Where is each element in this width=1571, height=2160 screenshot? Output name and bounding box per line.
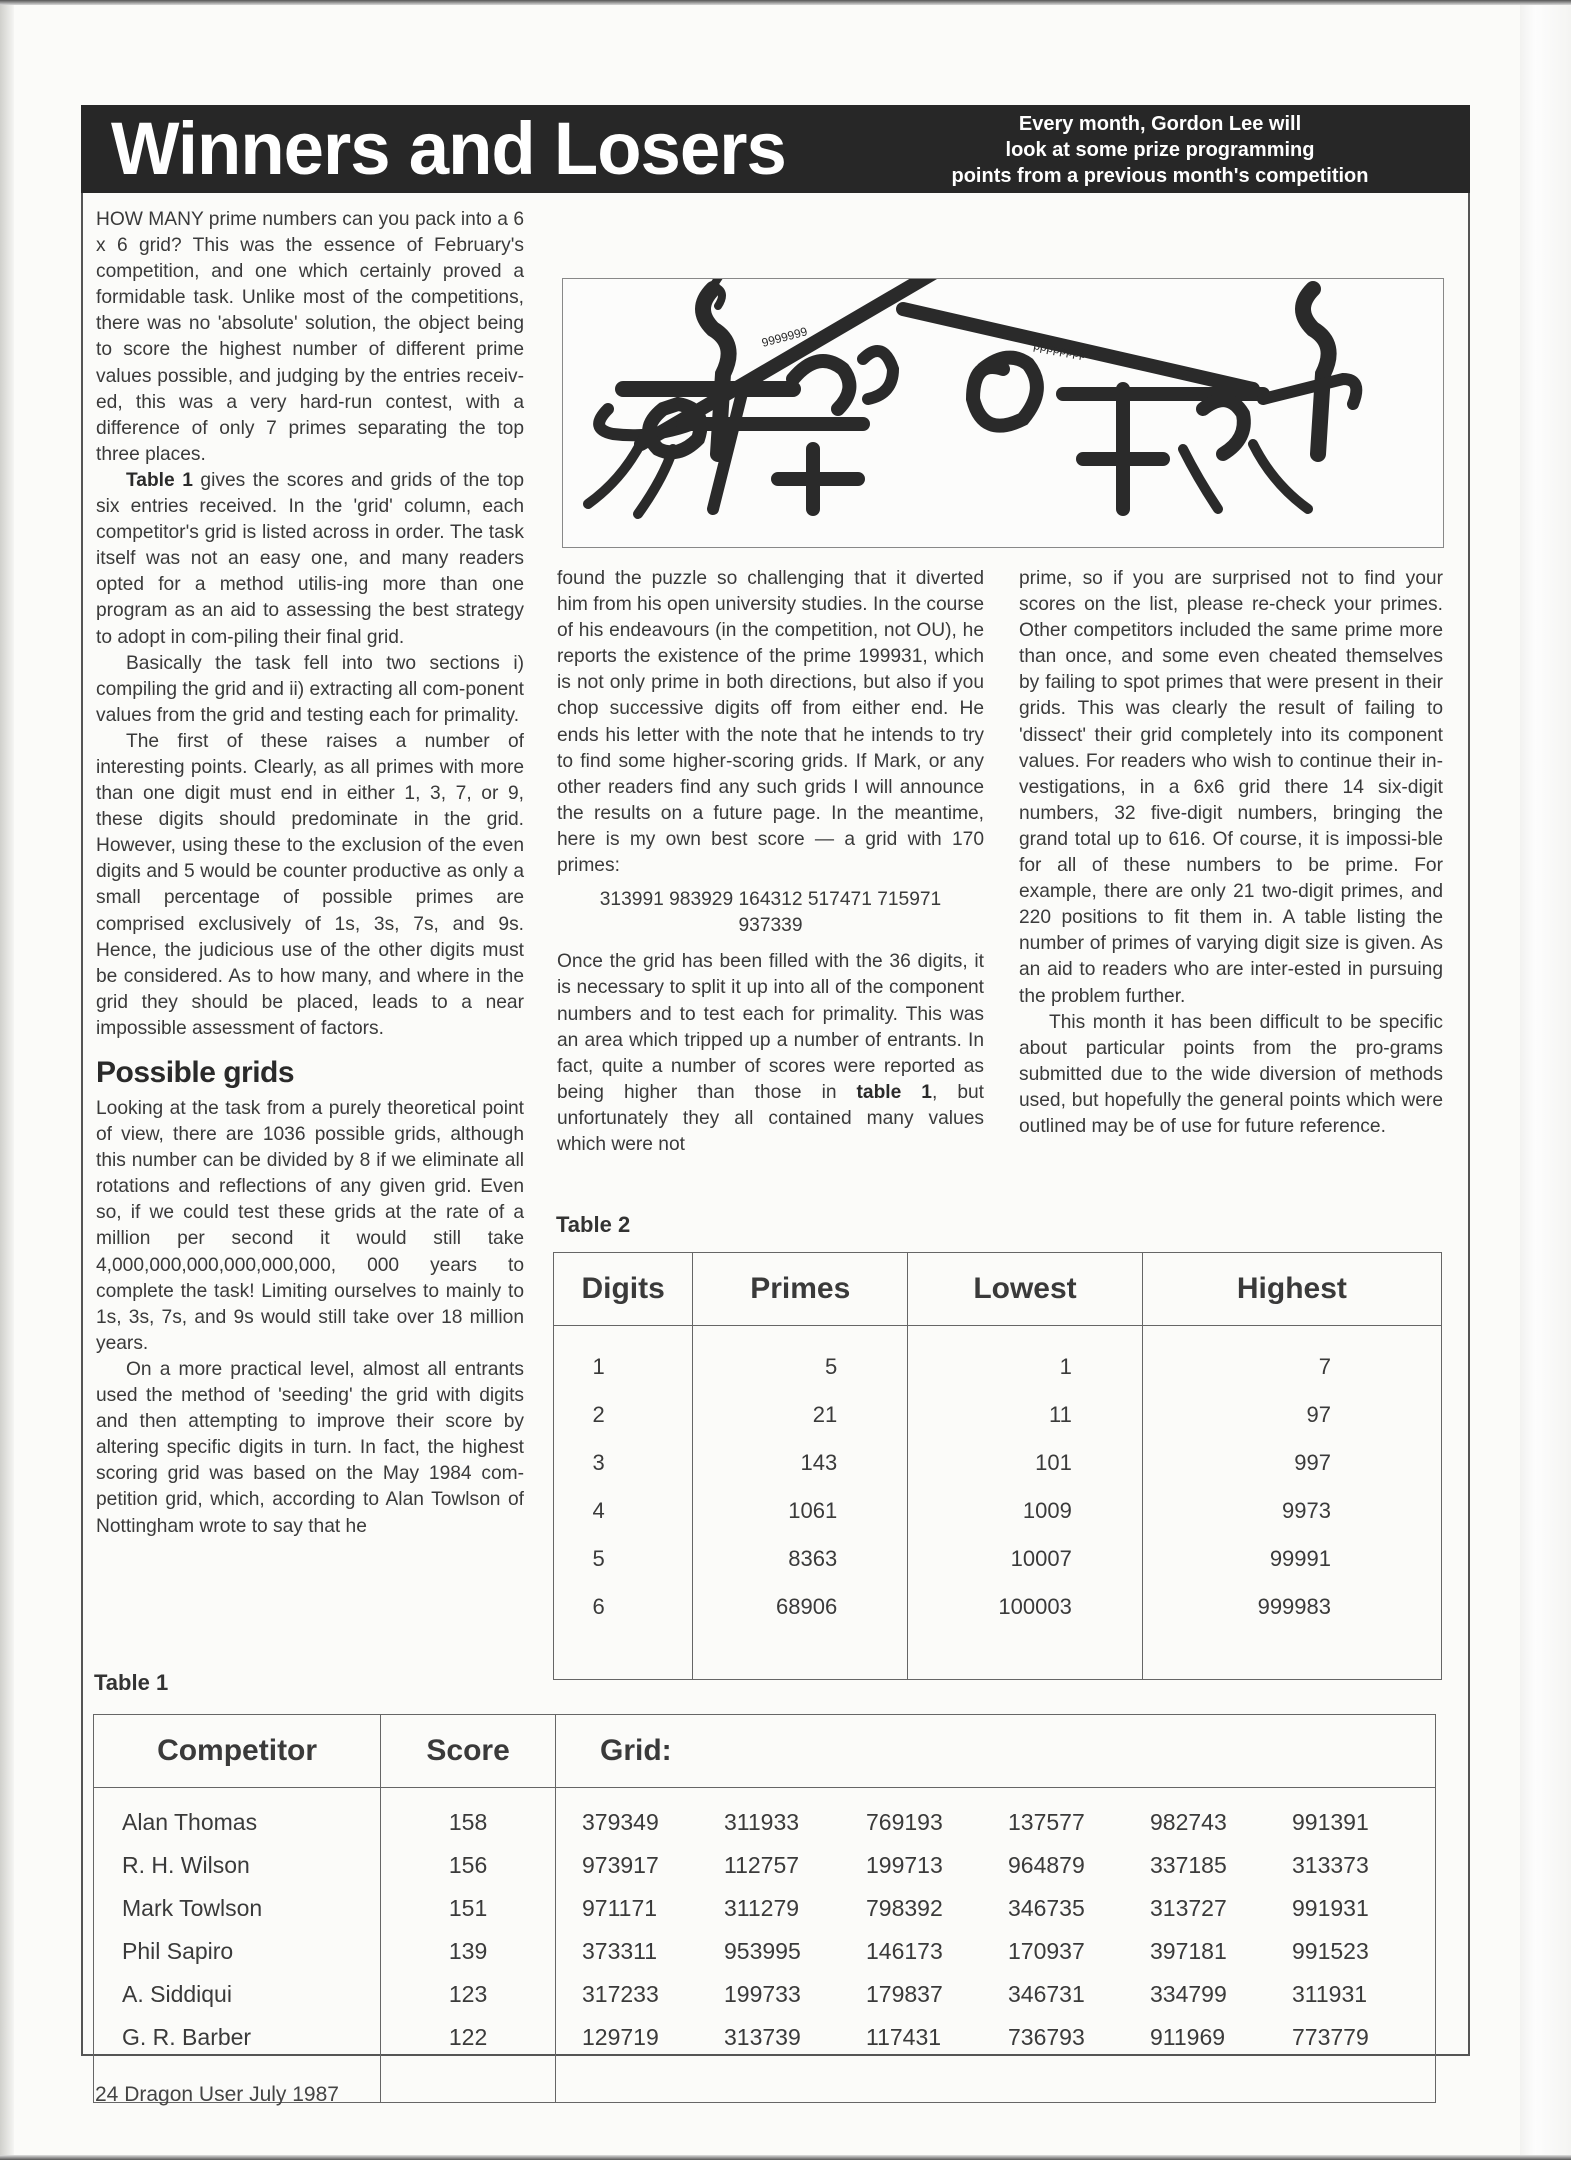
grid-row-value: 313373 — [1292, 1852, 1369, 1878]
paragraph: The first of these raises a number of interesting points. Clearly, as all primes with more than one digit must end in either 1, 3, 7, or 9, these digits should predominate in the grid. However, using these to the exclusion of the even digits and 5 would be counter productive as only a small percentage of possible primes are comprised exclusively of 1s, 3s, 7s, and 9s. Hence, the judicious use of the other digits must be considered. As to how many, and where in the grid they should be placed, leads to a near impossible assessment of factors. — [96, 730, 524, 1039]
lowest-cell: 11 — [908, 1391, 1143, 1439]
table-row — [554, 1391, 1442, 1439]
grid-row-value: 769193 — [866, 1809, 943, 1835]
competitor-name: Phil Sapiro — [94, 1930, 381, 1973]
grid-row-value: 146173 — [866, 1938, 943, 1964]
competitor-score: 158 — [381, 1788, 556, 1845]
highest-cell: 9973 — [1282, 1498, 1331, 1523]
lowest-cell: 1009 — [908, 1487, 1143, 1535]
grid-row-value: 112757 — [724, 1852, 800, 1878]
subtitle-line: look at some prize programming — [1005, 139, 1315, 161]
grid-row-value: 973917 — [582, 1852, 659, 1878]
table-2-prime-counts — [553, 1252, 1442, 1680]
grid-row-value: 311931 — [1292, 1981, 1368, 2007]
lowest-cell: 10007 — [908, 1535, 1143, 1583]
table-row — [94, 2016, 1436, 2059]
primes-cell: 68906 — [693, 1583, 908, 1631]
grid-row-value: 971171 — [582, 1895, 658, 1921]
best-grid-line: 937339 — [738, 915, 803, 937]
scan-top-edge — [0, 0, 1571, 5]
lowest-cell: 100003 — [908, 1583, 1143, 1631]
grid-row-value: 170937 — [1008, 1938, 1085, 1964]
grid-row-value: 397181 — [1150, 1938, 1227, 1964]
grid-row-value: 991931 — [1292, 1895, 1369, 1921]
grid-row-value: 773779 — [1292, 2024, 1369, 2050]
table-header-row — [554, 1253, 1442, 1326]
competitor-score: 151 — [381, 1887, 556, 1930]
grid-row-value: 179837 — [866, 1981, 943, 2007]
paragraph: found the puzzle so challenging that it diverted him from his open university studies. In the course of his endeavours (in the competition, not OU), he reports the existence of the prime 199931, which is not only prime in both directions, but also if you chop successive digits off from either end. He ends his letter with the note that he intends to try to find some higher-scoring grids. If Mark, or any other readers find any such grids I will announce the results on a future page. In the meantime, here is my own best score — a grid with 170 primes: — [557, 568, 984, 877]
grid-row-value: 334799 — [1150, 1981, 1227, 2007]
grid-row-value: 313739 — [724, 2024, 801, 2050]
table-row — [554, 1535, 1442, 1583]
grid-row-value: 199713 — [866, 1852, 943, 1878]
competitor-name: R. H. Wilson — [94, 1844, 381, 1887]
svg-text:9999999: 9999999 — [760, 324, 809, 350]
table-row — [554, 1326, 1442, 1392]
table-row — [94, 1887, 1436, 1930]
primes-cell: 21 — [693, 1391, 908, 1439]
primes-cell: 8363 — [693, 1535, 908, 1583]
header-subtitle — [920, 111, 1400, 189]
competitor-name: Mark Towlson — [94, 1887, 381, 1930]
grid-row-value: 991391 — [1292, 1809, 1369, 1835]
highest-cell: 997 — [1294, 1450, 1331, 1475]
table-row — [94, 1973, 1436, 2016]
table-header-row — [94, 1715, 1436, 1788]
grid-cell — [556, 1973, 1436, 2016]
grid-row-value: 736793 — [1008, 2024, 1085, 2050]
grid-row-value: 117431 — [866, 2024, 942, 2050]
column-header: Competitor — [94, 1715, 381, 1788]
primes-cell: 143 — [693, 1439, 908, 1487]
grid-row-value: 798392 — [866, 1895, 943, 1921]
grid-row-value: 982743 — [1150, 1809, 1227, 1835]
primes-cell: 5 — [693, 1326, 908, 1392]
digits-cell: 1 — [554, 1326, 693, 1392]
grid-cell — [556, 1930, 1436, 1973]
article-column-3 — [1019, 566, 1443, 1140]
paragraph: Basically the task fell into two sections i) compiling the grid and ii) extracting all com-ponent values from the grid and testing each for primality. — [96, 652, 524, 726]
column-header: Digits — [554, 1253, 693, 1326]
grid-row-value: 379349 — [582, 1809, 659, 1835]
digits-cell: 3 — [554, 1439, 693, 1487]
competitor-name: Alan Thomas — [94, 1788, 381, 1845]
competitor-score: 123 — [381, 1973, 556, 2016]
grid-row-value: 137577 — [1008, 1809, 1085, 1835]
table-reference: table 1 — [856, 1081, 932, 1103]
highest-cell: 99991 — [1269, 1546, 1331, 1571]
table-row — [94, 1844, 1436, 1887]
page-footer: 24 Dragon User July 1987 — [95, 2083, 339, 2106]
grid-row-value: 311933 — [724, 1809, 800, 1835]
digits-cell: 5 — [554, 1535, 693, 1583]
table-1-caption: Table 1 — [94, 1670, 169, 1695]
competitor-score: 122 — [381, 2016, 556, 2059]
digits-cell: 6 — [554, 1583, 693, 1631]
table-spacer-row — [554, 1631, 1442, 1680]
column-header: Grid: — [556, 1715, 1436, 1788]
grid-row-value: 317233 — [582, 1981, 659, 2007]
grid-row-value: 337185 — [1150, 1852, 1227, 1878]
primes-cell: 1061 — [693, 1487, 908, 1535]
paragraph: prime, so if you are surprised not to find your scores on the list, please re-check your primes. Other competitors included the same prime more than once, and some even cheated themselves by failing to spot primes that were present in their grids. This was clearly the result of failing to 'dissect' their grid completely into its component values. For readers who wish to continue their in-vestigations, in a 6x6 grid there 14 six-digit numbers, 32 five-digit numbers, bringing the grand total up to 616. Of course, it is impossi-ble for all of these numbers to be prime. For example, there are only 21 two-digit primes, and 220 positions to fit them in. A table listing the number of primes of varying digit size is given. As an aid to readers who are inter-ested in pursuing the problem further. — [1019, 568, 1443, 1007]
page-gutter — [1520, 0, 1571, 2160]
paragraph: Once the grid has been filled with the 36 digits, it is necessary to split it up into all of the component numbers and to test each for primality. This was an area which tripped up a number of entrants. In fact, quite a number of scores were reported as being higher than those in table 1, but unfortunately they all contained many values which were not — [557, 951, 984, 1155]
grid-row-value: 311279 — [724, 1895, 800, 1921]
competitor-score: 156 — [381, 1844, 556, 1887]
table-row — [554, 1439, 1442, 1487]
section-heading: Possible grids — [96, 1056, 295, 1089]
table-2-caption: Table 2 — [556, 1212, 631, 1237]
subtitle-line: points from a previous month's competition — [951, 165, 1369, 187]
highest-cell: 999983 — [1257, 1594, 1331, 1619]
highest-cell: 7 — [1318, 1354, 1331, 1379]
article-column-1 — [96, 207, 524, 1540]
best-grid-line: 313991 983929 164312 517471 715971 — [599, 889, 942, 911]
table-reference: Table 1 — [126, 469, 193, 491]
lowest-cell: 1 — [908, 1326, 1143, 1392]
column-header: Highest — [1142, 1253, 1441, 1326]
paragraph: Table 1 gives the scores and grids of the top six entries received. In the 'grid' column, each competitor's grid is listed across in order. The task itself was not an easy one, and many readers opted for a method utilis-ing more than one program as an aid to assessing the best strategy to adopt in com-piling their final grid. — [96, 469, 524, 648]
table-row — [554, 1583, 1442, 1631]
scan-bottom-edge — [0, 2155, 1571, 2160]
grid-row-value: 964879 — [1008, 1852, 1085, 1878]
grid-cell — [556, 1788, 1436, 1845]
grid-row-value: 129719 — [582, 2024, 659, 2050]
digits-cell: 4 — [554, 1487, 693, 1535]
grid-row-value: 199733 — [724, 1981, 801, 2007]
knights-icon — [563, 279, 1445, 549]
table-row — [554, 1487, 1442, 1535]
competitor-name: A. Siddiqui — [94, 1973, 381, 2016]
paragraph: This month it has been difficult to be specific about particular points from the pro-grams submitted due to the wide diversion of methods used, but hopefully the general points which were outlined may be of use for future reference. — [1019, 1011, 1443, 1137]
column-header: Lowest — [908, 1253, 1143, 1326]
table-1-competitor-scores — [93, 1714, 1436, 2103]
jousting-numerals-illustration — [562, 278, 1444, 548]
grid-cell — [556, 1844, 1436, 1887]
page-title: Winners and Losers — [111, 107, 786, 190]
grid-row-value: 911969 — [1150, 2024, 1226, 2050]
grid-cell — [556, 1887, 1436, 1930]
grid-row-value: 953995 — [724, 1938, 801, 1964]
paragraph: HOW MANY prime numbers can you pack into a 6 x 6 grid? This was the essence of February's competition, and one which certainly proved a formidable task. Unlike most of the competitions, there was no 'absolute' solution, the object being to score the highest number of different prime values possible, and judging by the entries receiv-ed, this was a very hard-run contest, with a difference of only 7 primes separating the top three places. — [96, 209, 524, 465]
table-row — [94, 1930, 1436, 1973]
competitor-name: G. R. Barber — [94, 2016, 381, 2059]
paragraph: On a more practical level, almost all entrants used the method of 'seeding' the grid with digits and then attempting to improve their score by altering specific digits in turn. In fact, the highest scoring grid was based on the May 1984 com-petition grid, which, according to Alan Towlson of Nottingham wrote to say that he — [96, 1358, 524, 1537]
grid-row-value: 373311 — [582, 1938, 658, 1964]
column-header: Score — [381, 1715, 556, 1788]
header-banner — [81, 105, 1470, 193]
table-row — [94, 1788, 1436, 1845]
grid-row-value: 346735 — [1008, 1895, 1085, 1921]
grid-row-value: 346731 — [1008, 1981, 1085, 2007]
digits-cell: 2 — [554, 1391, 693, 1439]
highest-cell: 97 — [1306, 1402, 1331, 1427]
column-header: Primes — [693, 1253, 908, 1326]
subtitle-line: Every month, Gordon Lee will — [1018, 113, 1302, 135]
best-grid — [557, 887, 984, 939]
paragraph: Looking at the task from a purely theoretical point of view, there are 1036 possible grids, although this number can be divided by 8 if we eliminate all rotations and reflections of any given grid. Even so, if we could test these grids at the rate of a million per second it would still take 4,000,000,000,000,000,000, 000 years to complete the task! Limiting ourselves to mainly to 1s, 3s, 7s, and 9s would still take over 18 million years. — [96, 1098, 524, 1354]
grid-row-value: 991523 — [1292, 1938, 1369, 1964]
svg-text:pppppppp: pppppppp — [1032, 338, 1088, 362]
competitor-score: 139 — [381, 1930, 556, 1973]
lowest-cell: 101 — [908, 1439, 1143, 1487]
page-left-edge — [0, 0, 14, 2160]
article-column-2 — [557, 566, 984, 1158]
grid-cell — [556, 2016, 1436, 2059]
grid-row-value: 313727 — [1150, 1895, 1227, 1921]
